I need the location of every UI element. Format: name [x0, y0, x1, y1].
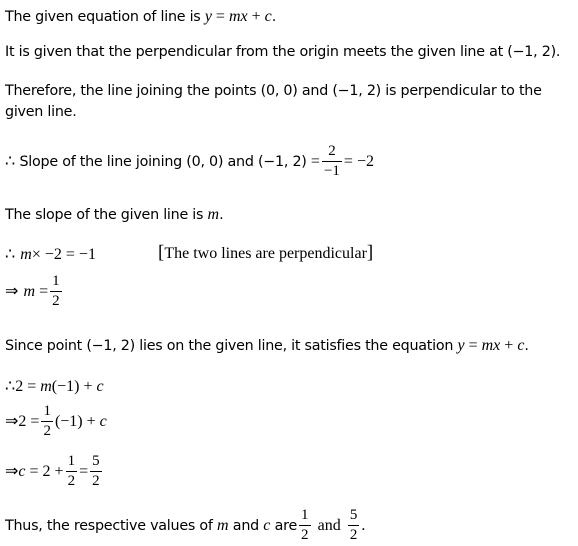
statement-therefore-line2: given line.	[5, 104, 77, 120]
var-m: m	[20, 246, 32, 263]
note-bracket	[158, 242, 373, 264]
m-value	[5, 274, 64, 309]
var-m: m	[481, 337, 494, 354]
var-x: x	[493, 337, 501, 354]
var-m: m	[23, 283, 36, 300]
therefore-symbol: ∴	[5, 153, 16, 170]
var-c: c	[517, 337, 525, 354]
bracket-close: ]	[366, 242, 374, 263]
note-text: The two lines are perpendicular	[164, 245, 367, 262]
result: = −2	[343, 153, 374, 170]
expression: × −2 = −1	[31, 246, 96, 263]
var-m: m	[207, 206, 220, 223]
fraction	[50, 274, 62, 309]
var-c: c	[99, 413, 107, 430]
numerator: 5	[92, 453, 100, 469]
equals: =	[35, 283, 49, 300]
statement-therefore-line1: Therefore, the line joining the points (0, 0) and (−1, 2) is perpendicular to the	[5, 83, 542, 99]
fraction	[41, 404, 53, 439]
equals: =	[211, 8, 229, 25]
numerator: 1	[43, 403, 51, 419]
equals: =	[310, 153, 320, 170]
var-c: c	[18, 463, 26, 480]
plus: +	[247, 8, 265, 25]
text: Slope of the line joining (0, 0) and (−1, 2)	[15, 154, 311, 170]
denominator: 2	[52, 293, 60, 309]
var-m: m	[40, 378, 52, 395]
text: Since point (−1, 2) lies on the given line, it satisfies the equation	[5, 338, 458, 354]
conclusion	[5, 508, 365, 543]
therefore-symbol: ∴	[5, 246, 16, 263]
statement-perpendicular: It is given that the perpendicular from the origin meets the given line at (−1, 2).	[5, 44, 561, 60]
slope-given-line	[5, 204, 223, 224]
var-m: m	[228, 8, 241, 25]
fraction	[299, 508, 311, 543]
var-c: c	[263, 517, 271, 534]
expression: 2 =	[15, 378, 41, 395]
text: The given equation of line is	[5, 9, 205, 25]
expression: 2 =	[18, 413, 40, 430]
denominator: 2	[92, 473, 100, 489]
slope-calculation	[5, 144, 374, 179]
denominator: −1	[323, 163, 340, 179]
implies-symbol: ⇒	[5, 463, 19, 480]
numerator: 1	[67, 453, 76, 469]
c-value	[5, 454, 104, 489]
perpendicular-condition	[5, 244, 565, 264]
text: are	[270, 518, 298, 534]
period: .	[524, 338, 529, 354]
substitute-m	[5, 404, 107, 439]
fraction	[348, 508, 360, 543]
var-y: y	[204, 8, 212, 25]
denominator: 2	[43, 423, 51, 439]
equals: =	[79, 463, 89, 480]
text: Thus, the respective values of	[5, 518, 217, 534]
numerator: 2	[328, 143, 336, 159]
period: .	[361, 517, 366, 534]
text: The slope of the given line is	[5, 207, 208, 223]
var-y: y	[457, 337, 465, 354]
period: .	[219, 207, 224, 223]
var-x: x	[240, 8, 248, 25]
fraction	[322, 144, 342, 179]
denominator: 2	[301, 527, 309, 543]
statement-satisfies	[5, 335, 529, 355]
fraction	[66, 454, 78, 489]
var-c: c	[264, 8, 272, 25]
text: and	[317, 517, 341, 534]
numerator: 1	[301, 507, 309, 523]
var-m: m	[216, 517, 229, 534]
text: and	[228, 518, 264, 534]
period: .	[271, 9, 277, 25]
var-c: c	[96, 378, 104, 395]
fraction	[90, 454, 102, 489]
denominator: 2	[349, 527, 358, 543]
expression: (−1) +	[54, 413, 100, 430]
denominator: 2	[67, 473, 76, 489]
substitution-equation	[5, 376, 104, 396]
bracket-open: [	[158, 242, 165, 263]
equals: =	[464, 337, 482, 354]
implies-symbol: ⇒	[5, 283, 19, 300]
implies-symbol: ⇒	[5, 413, 19, 430]
statement-equation	[5, 6, 276, 26]
numerator: 1	[52, 273, 60, 289]
numerator: 5	[349, 507, 358, 523]
therefore-symbol: ∴	[5, 378, 16, 395]
expression: = 2 +	[25, 463, 64, 480]
plus: +	[500, 337, 518, 354]
expression: (−1) +	[51, 378, 97, 395]
